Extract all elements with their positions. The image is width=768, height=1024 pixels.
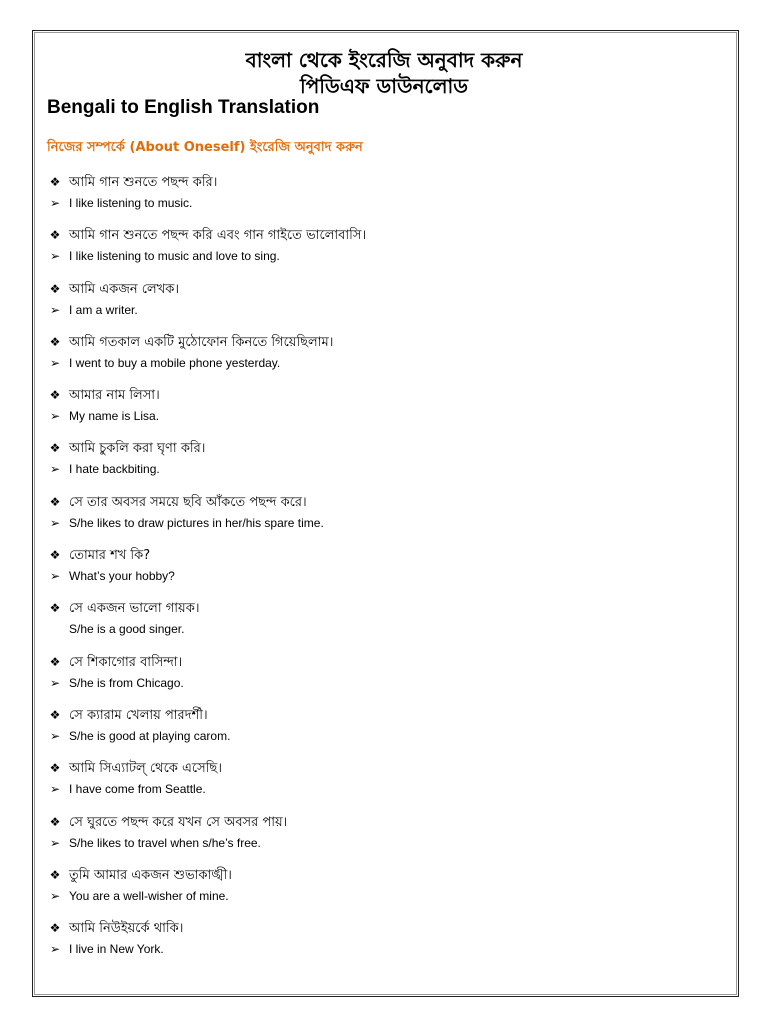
list-item — [47, 492, 707, 545]
list-item — [47, 652, 707, 705]
section-heading-about-oneself: নিজের সম্পর্কে (About Oneself) ইংরেজি অনুবাদ করুন — [47, 140, 363, 155]
diamond-bullet-icon: ❖ — [49, 867, 61, 882]
bengali-sentence: আমার নাম লিসা। — [69, 388, 160, 404]
bengali-sentence-row — [47, 438, 707, 459]
diamond-bullet-icon: ❖ — [49, 548, 61, 563]
bengali-sentence: আমি গতকাল একটি মুঠোফোন কিনতে গিয়েছিলাম। — [69, 334, 334, 350]
english-translation: I live in New York. — [69, 942, 164, 957]
arrow-bullet-icon: ➢ — [49, 462, 61, 477]
english-translation: What’s your hobby? — [69, 569, 175, 584]
diamond-bullet-icon: ❖ — [49, 921, 61, 936]
bengali-sentence-row — [47, 652, 707, 673]
diamond-bullet-icon: ❖ — [49, 334, 61, 349]
list-item — [47, 438, 707, 491]
bengali-sentence-row — [47, 172, 707, 193]
list-item — [47, 545, 707, 598]
bengali-sentence-row — [47, 545, 707, 566]
bengali-sentence: তুমি আমার একজন শুভাকাঙ্খী। — [69, 867, 232, 883]
list-item — [47, 332, 707, 385]
bengali-sentence: সে ঘুরতে পছন্দ করে যখন সে অবসর পায়। — [69, 814, 288, 830]
english-translation: S/he is good at playing carom. — [69, 728, 231, 743]
diamond-bullet-icon: ❖ — [49, 175, 61, 189]
english-translation: I am a writer. — [69, 302, 138, 317]
bengali-sentence-row — [47, 225, 707, 246]
list-item — [47, 705, 707, 758]
page-title-bengali: বাংলা থেকে ইংরেজি অনুবাদ করুন — [245, 48, 523, 72]
arrow-bullet-icon: ➢ — [49, 675, 61, 690]
english-translation-row — [47, 246, 707, 266]
english-translation: My name is Lisa. — [69, 409, 160, 424]
bengali-sentence-row — [47, 812, 707, 833]
english-translation-row — [47, 193, 707, 213]
bengali-sentence: আমি গান শুনতে পছন্দ করি। — [69, 175, 218, 190]
bengali-sentence: সে তার অবসর সময়ে ছবি আঁকতে পছন্দ করে। — [69, 494, 307, 510]
diamond-bullet-icon: ❖ — [49, 601, 61, 616]
bengali-sentence-row — [47, 705, 707, 726]
list-item — [47, 865, 707, 918]
english-translation: I like listening to music and love to sing. — [69, 249, 280, 264]
arrow-bullet-icon: ➢ — [49, 515, 61, 530]
diamond-bullet-icon: ❖ — [49, 441, 61, 456]
english-translation-row — [47, 566, 707, 586]
bengali-sentence: তোমার শখ কি? — [69, 548, 151, 564]
bengali-sentence: সে একজন ভালো গায়ক। — [69, 601, 200, 617]
arrow-bullet-icon: ➢ — [49, 782, 61, 797]
list-item — [47, 918, 707, 971]
english-translation-row — [47, 619, 707, 639]
english-translation-row — [47, 886, 707, 906]
arrow-bullet-icon: ➢ — [49, 835, 61, 850]
arrow-bullet-icon: ➢ — [49, 888, 61, 903]
list-item — [47, 385, 707, 438]
bengali-sentence-row — [47, 758, 707, 779]
bengali-sentence-row — [47, 918, 707, 939]
translation-list — [47, 172, 707, 971]
arrow-bullet-icon: ➢ — [49, 302, 61, 317]
english-translation: S/he likes to travel when s/he’s free. — [69, 835, 261, 850]
bengali-sentence-row — [47, 865, 707, 886]
english-translation-row — [47, 673, 707, 693]
list-item — [47, 812, 707, 865]
arrow-bullet-icon: ➢ — [49, 569, 61, 584]
bengali-sentence-row — [47, 492, 707, 513]
english-translation: I hate backbiting. — [69, 462, 160, 477]
english-translation-row — [47, 300, 707, 320]
arrow-bullet-icon: ➢ — [49, 942, 61, 957]
arrow-bullet-icon: ➢ — [49, 409, 61, 424]
english-translation-row — [47, 833, 707, 853]
bengali-sentence-row — [47, 279, 707, 300]
english-translation-row — [47, 513, 707, 533]
english-translation: I have come from Seattle. — [69, 782, 206, 797]
bengali-sentence: আমি গান শুনতে পছন্দ করি এবং গান গাইতে ভালোবাসি। — [69, 228, 367, 244]
list-item — [47, 172, 707, 225]
page-subtitle-pdf-download: পিডিএফ ডাউনলোড — [299, 74, 469, 98]
list-item — [47, 279, 707, 332]
english-translation: You are a well-wisher of mine. — [69, 888, 229, 903]
arrow-bullet-icon: ➢ — [49, 249, 61, 264]
diamond-bullet-icon: ❖ — [49, 228, 61, 243]
english-translation-row — [47, 939, 707, 959]
english-translation: S/he likes to draw pictures in her/his spare time. — [69, 515, 324, 530]
arrow-bullet-icon: ➢ — [49, 196, 61, 210]
english-translation: I like listening to music. — [69, 196, 193, 210]
bengali-sentence: সে ক্যারাম খেলায় পারদর্শী। — [69, 707, 208, 723]
diamond-bullet-icon: ❖ — [49, 494, 61, 509]
diamond-bullet-icon: ❖ — [49, 281, 61, 296]
diamond-bullet-icon: ❖ — [49, 814, 61, 829]
english-translation-row — [47, 353, 707, 373]
bengali-sentence: আমি চুকলি করা ঘৃণা করি। — [69, 441, 206, 457]
diamond-bullet-icon: ❖ — [49, 388, 61, 403]
list-item — [47, 225, 707, 278]
english-translation-row — [47, 459, 707, 479]
english-translation-row — [47, 406, 707, 426]
bengali-sentence-row — [47, 332, 707, 353]
list-item — [47, 598, 707, 651]
english-translation: I went to buy a mobile phone yesterday. — [69, 355, 281, 370]
bengali-sentence: আমি একজন লেখক। — [69, 281, 179, 297]
english-heading: Bengali to English Translation — [47, 97, 320, 118]
diamond-bullet-icon: ❖ — [49, 654, 61, 669]
diamond-bullet-icon: ❖ — [49, 761, 61, 776]
english-translation-row — [47, 779, 707, 799]
bengali-sentence: আমি নিউইয়র্কে থাকি। — [69, 921, 184, 937]
arrow-bullet-icon: ➢ — [49, 728, 61, 743]
list-item — [47, 758, 707, 811]
bengali-sentence-row — [47, 598, 707, 619]
bengali-sentence-row — [47, 385, 707, 406]
english-translation: S/he is from Chicago. — [69, 675, 184, 690]
bengali-sentence: সে শিকাগোর বাসিন্দা। — [69, 654, 183, 670]
arrow-bullet-icon: ➢ — [49, 355, 61, 370]
english-translation: S/he is a good singer. — [69, 622, 185, 637]
english-translation-row — [47, 726, 707, 746]
diamond-bullet-icon: ❖ — [49, 707, 61, 722]
bengali-sentence: আমি সিএ্যাটল্ থেকে এসেছি। — [69, 761, 222, 777]
